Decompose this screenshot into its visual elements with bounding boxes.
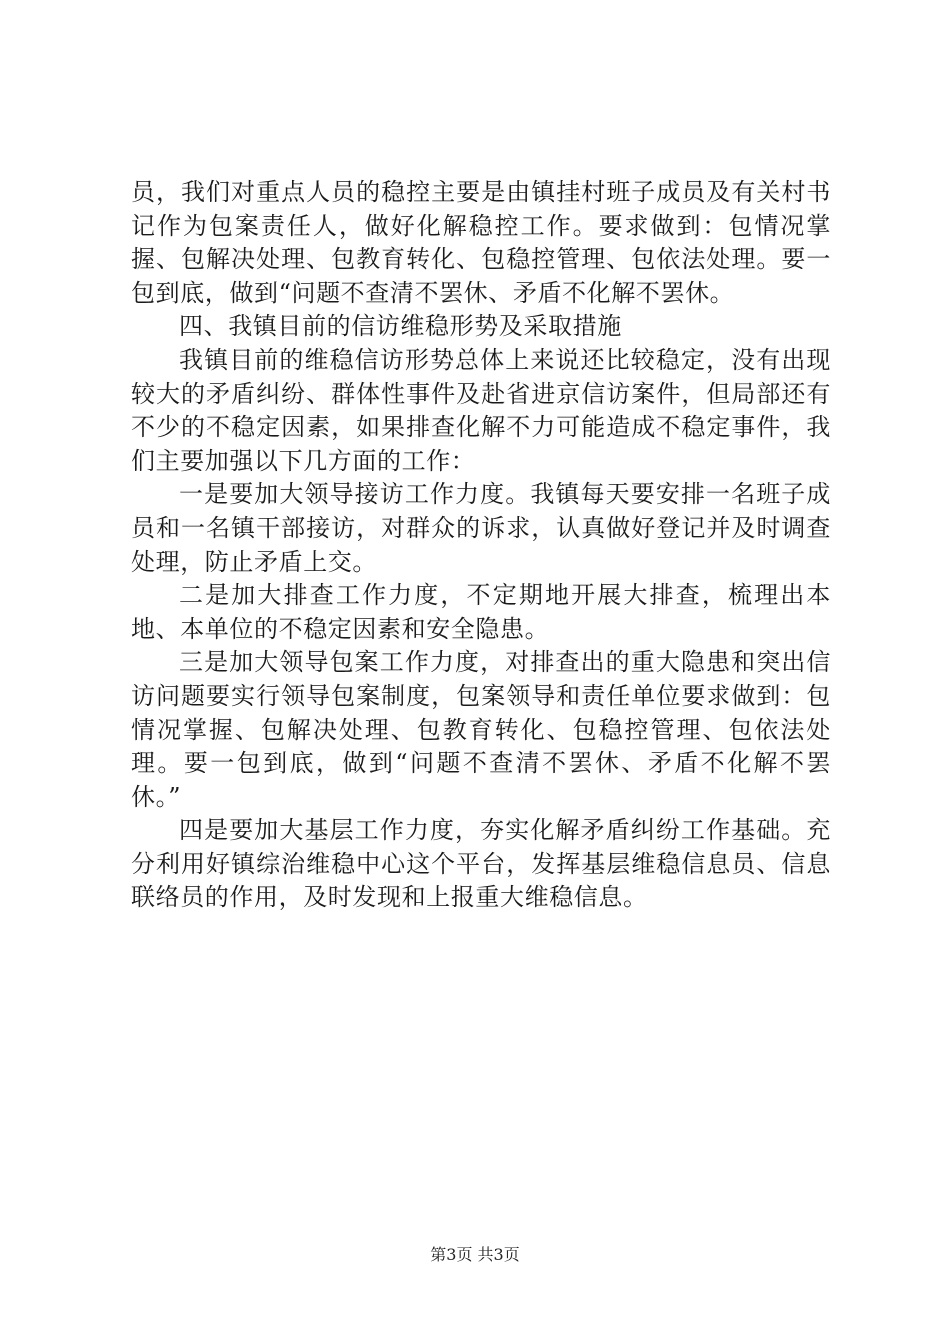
paragraph-measure-3: 三是加大领导包案工作力度，对排查出的重大隐患和突出信访问题要实行领导包案制度，包案领导和责任单位要求做到：包情况掌握、包解决处理、包教育转化、包稳控管理、包依法处理。要一包到底，做到“问题不查清不罢休、矛盾不化解不罢休。” <box>131 648 831 811</box>
paragraph-measure-4: 四是要加大基层工作力度，夯实化解矛盾纠纷工作基础。充分利用好镇综治维稳中心这个平台，发挥基层维稳信息员、信息联络员的作用，及时发现和上报重大维稳信息。 <box>131 816 831 912</box>
section-heading: 四、我镇目前的信访维稳形势及采取措施 <box>179 312 622 341</box>
page-footer: 第3页 共3页 <box>430 1245 520 1264</box>
paragraph-continuation: 员，我们对重点人员的稳控主要是由镇挂村班子成员及有关村书记作为包案责任人，做好化解稳控工作。要求做到：包情况掌握、包解决处理、包教育转化、包稳控管理、包依法处理。要一包到底，做到“问题不查清不罢休、矛盾不化解不罢休。 <box>131 178 831 307</box>
paragraph-measure-1: 一是要加大领导接访工作力度。我镇每天要安排一名班子成员和一名镇干部接访，对群众的诉求，认真做好登记并及时调查处理，防止矛盾上交。 <box>131 480 831 576</box>
document-body <box>131 176 831 915</box>
paragraph-situation: 我镇目前的维稳信访形势总体上来说还比较稳定，没有出现较大的矛盾纠纷、群体性事件及赴省进京信访案件，但局部还有不少的不稳定因素，如果排查化解不力可能造成不稳定事件，我们主要加强以下几方面的工作： <box>131 345 831 475</box>
paragraph-measure-2: 二是加大排查工作力度，不定期地开展大排查，梳理出本地、本单位的不稳定因素和安全隐患。 <box>131 581 831 643</box>
